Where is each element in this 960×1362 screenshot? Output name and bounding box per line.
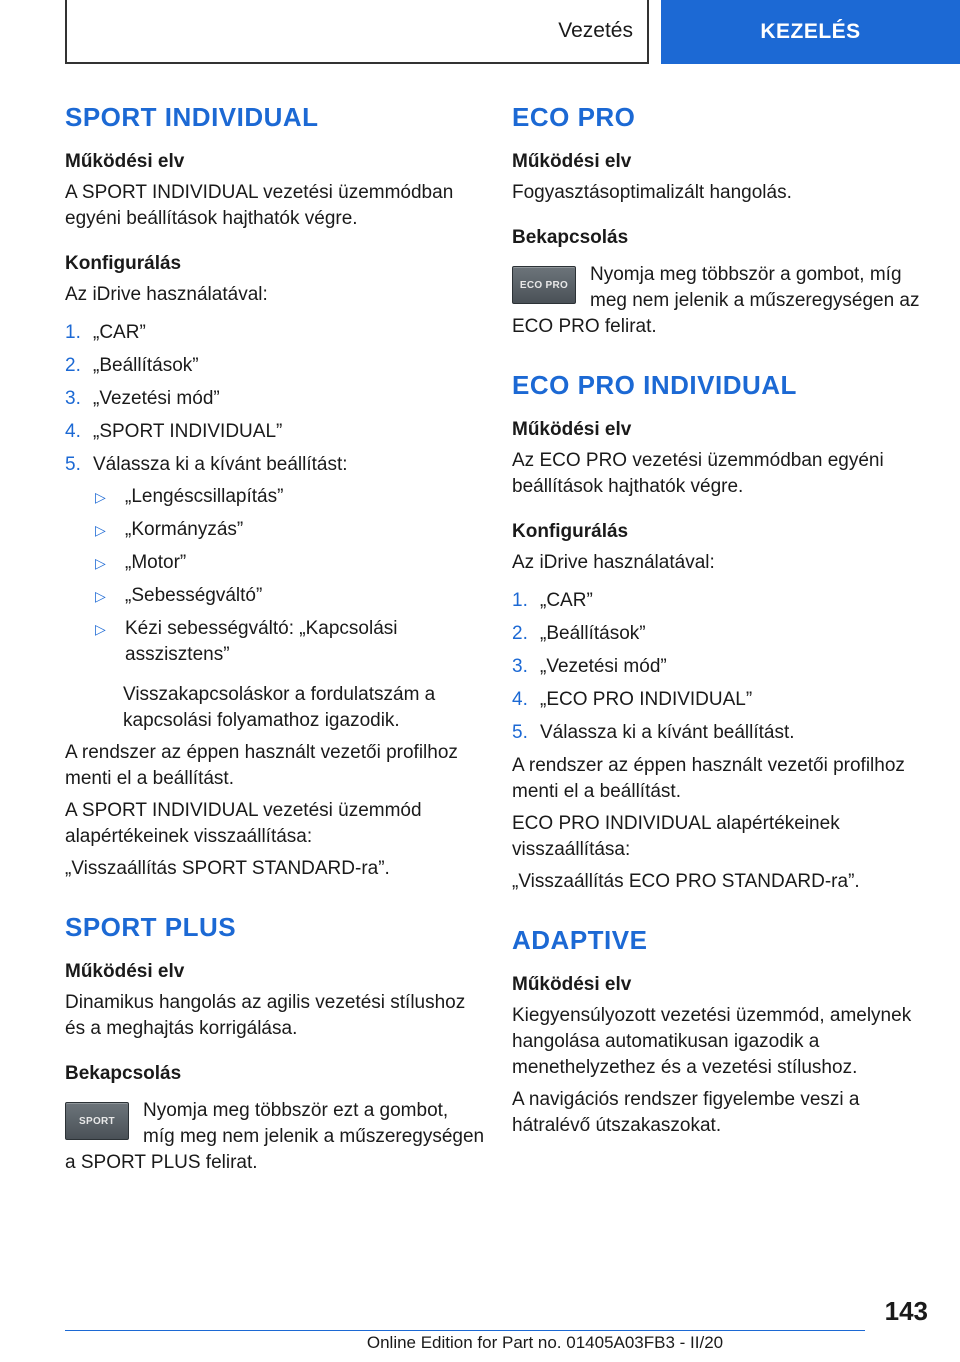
list-item: 5. Válassza ki a kívánt beállítást: ▷ „Lengéscsillapítás” ▷ „Kormányzás” ▷ „Motor” ▷ „Sebességváltó” ▷ Kézi sebességváltó: „Kapcsolási asszisztens” bbox=[65, 452, 485, 675]
sport-button-icon: SPORT bbox=[65, 1102, 129, 1140]
config-intro: Az iDrive használatával: bbox=[65, 284, 268, 305]
principle-text: A SPORT INDIVIDUAL vezetési üzemmódban egyéni beállítások hajthatók végre. bbox=[65, 182, 454, 229]
reset-text: A SPORT INDIVIDUAL vezetési üzemmód alapértékeinek visszaállítása: bbox=[65, 800, 422, 847]
chapter-tab: Vezetés bbox=[65, 0, 649, 64]
list-item: 4. „ECO PRO INDIVIDUAL” bbox=[512, 689, 753, 710]
section-tab: KEZELÉS bbox=[661, 0, 960, 64]
triangle-bullet-icon: ▷ bbox=[95, 555, 106, 571]
list-item: 1. „CAR” bbox=[512, 590, 593, 611]
reset-value: „Visszaállítás ECO PRO STANDARD-ra”. bbox=[512, 871, 860, 892]
reset-text: ECO PRO INDIVIDUAL alapértékeinek visszaállítása: bbox=[512, 813, 840, 860]
list-item: 4. „SPORT INDIVIDUAL” bbox=[65, 421, 283, 442]
eco-pro-section bbox=[512, 100, 932, 340]
activate-row bbox=[512, 262, 932, 340]
principle-heading: Működési elv bbox=[512, 151, 632, 172]
activate-row bbox=[65, 1098, 485, 1176]
sub-note: Visszakapcsoláskor a fordulatszám a kapcsolási folyamathoz igazodik. bbox=[123, 684, 436, 731]
list-item: 1. „CAR” bbox=[65, 322, 146, 343]
right-column bbox=[512, 100, 932, 1167]
activate-heading: Bekapcsolás bbox=[512, 227, 629, 248]
section-title: SPORT INDIVIDUAL bbox=[65, 102, 319, 132]
triangle-bullet-icon: ▷ bbox=[95, 522, 106, 538]
principle-heading: Működési elv bbox=[512, 419, 632, 440]
footer-edition: Online Edition for Part no. 01405A03FB3 - II/20 bbox=[366, 1333, 724, 1352]
list-item: ▷ „Kormányzás” bbox=[93, 517, 485, 543]
profile-text: A rendszer az éppen használt vezetői profilhoz menti el a beállítást. bbox=[65, 742, 458, 789]
list-item: 3. „Vezetési mód” bbox=[65, 388, 220, 409]
principle-text: Fogyasztásoptimalizált hangolás. bbox=[512, 182, 792, 203]
triangle-bullet-icon: ▷ bbox=[95, 621, 106, 637]
config-heading: Konfigurálás bbox=[512, 521, 629, 542]
list-item: ▷ „Sebességváltó” bbox=[93, 583, 485, 609]
list-item: 2. „Beállítások” bbox=[65, 355, 199, 376]
config-steps bbox=[65, 320, 485, 675]
activate-text: Nyomja meg többször ezt a gombot, míg meg nem jelenik a műszeregységen a SPORT PLUS felirat. bbox=[65, 1100, 485, 1173]
sport-individual-section bbox=[65, 100, 485, 882]
list-item: ▷ „Motor” bbox=[93, 550, 485, 576]
sport-plus-section bbox=[65, 910, 485, 1176]
triangle-bullet-icon: ▷ bbox=[95, 489, 106, 505]
profile-text: A rendszer az éppen használt vezetői profilhoz menti el a beállítást. bbox=[512, 755, 905, 802]
eco-pro-button-icon: ECO PRO bbox=[512, 266, 576, 304]
list-item: ▷ Kézi sebességváltó: „Kapcsolási asszisztens” bbox=[93, 616, 485, 668]
config-intro: Az iDrive használatával: bbox=[512, 552, 715, 573]
page-number: 143 bbox=[884, 1296, 928, 1326]
nav-text: A navigációs rendszer figyelembe veszi a hátralévő útszakaszokat. bbox=[512, 1089, 860, 1136]
activate-text: Nyomja meg többször a gombot, míg meg nem jelenik a műszeregységen az ECO PRO felirat. bbox=[512, 264, 920, 337]
eco-pro-individual-section bbox=[512, 368, 932, 895]
list-item: 2. „Beállítások” bbox=[512, 623, 646, 644]
principle-heading: Működési elv bbox=[512, 974, 632, 995]
principle-text: Az ECO PRO vezetési üzemmódban egyéni beállítások hajthatók végre. bbox=[512, 450, 884, 497]
list-item: ▷ „Lengéscsillapítás” bbox=[93, 484, 485, 510]
left-column bbox=[65, 100, 485, 1204]
principle-text: Kiegyensúlyozott vezetési üzemmód, amelynek hangolása automatikusan igazodik a menethelyzethez és a vezetési stílushoz. bbox=[512, 1005, 912, 1078]
section-title: ECO PRO bbox=[512, 102, 636, 132]
sub-list bbox=[65, 484, 485, 675]
principle-heading: Működési elv bbox=[65, 151, 185, 172]
triangle-bullet-icon: ▷ bbox=[95, 588, 106, 604]
reset-value: „Visszaállítás SPORT STANDARD-ra”. bbox=[65, 858, 390, 879]
config-heading: Konfigurálás bbox=[65, 253, 182, 274]
footer-divider bbox=[65, 1330, 865, 1331]
section-title: ECO PRO INDIVIDUAL bbox=[512, 370, 797, 400]
activate-heading: Bekapcsolás bbox=[65, 1063, 182, 1084]
principle-heading: Működési elv bbox=[65, 961, 185, 982]
section-title: SPORT PLUS bbox=[65, 912, 237, 942]
page-header bbox=[0, 0, 960, 66]
config-steps bbox=[512, 588, 932, 746]
list-item: 5. Válassza ki a kívánt beállítást. bbox=[512, 722, 795, 743]
principle-text: Dinamikus hangolás az agilis vezetési stílushoz és a meghajtás korrigálása. bbox=[65, 992, 466, 1039]
section-title: ADAPTIVE bbox=[512, 925, 648, 955]
list-item: 3. „Vezetési mód” bbox=[512, 656, 667, 677]
adaptive-section bbox=[512, 923, 932, 1139]
